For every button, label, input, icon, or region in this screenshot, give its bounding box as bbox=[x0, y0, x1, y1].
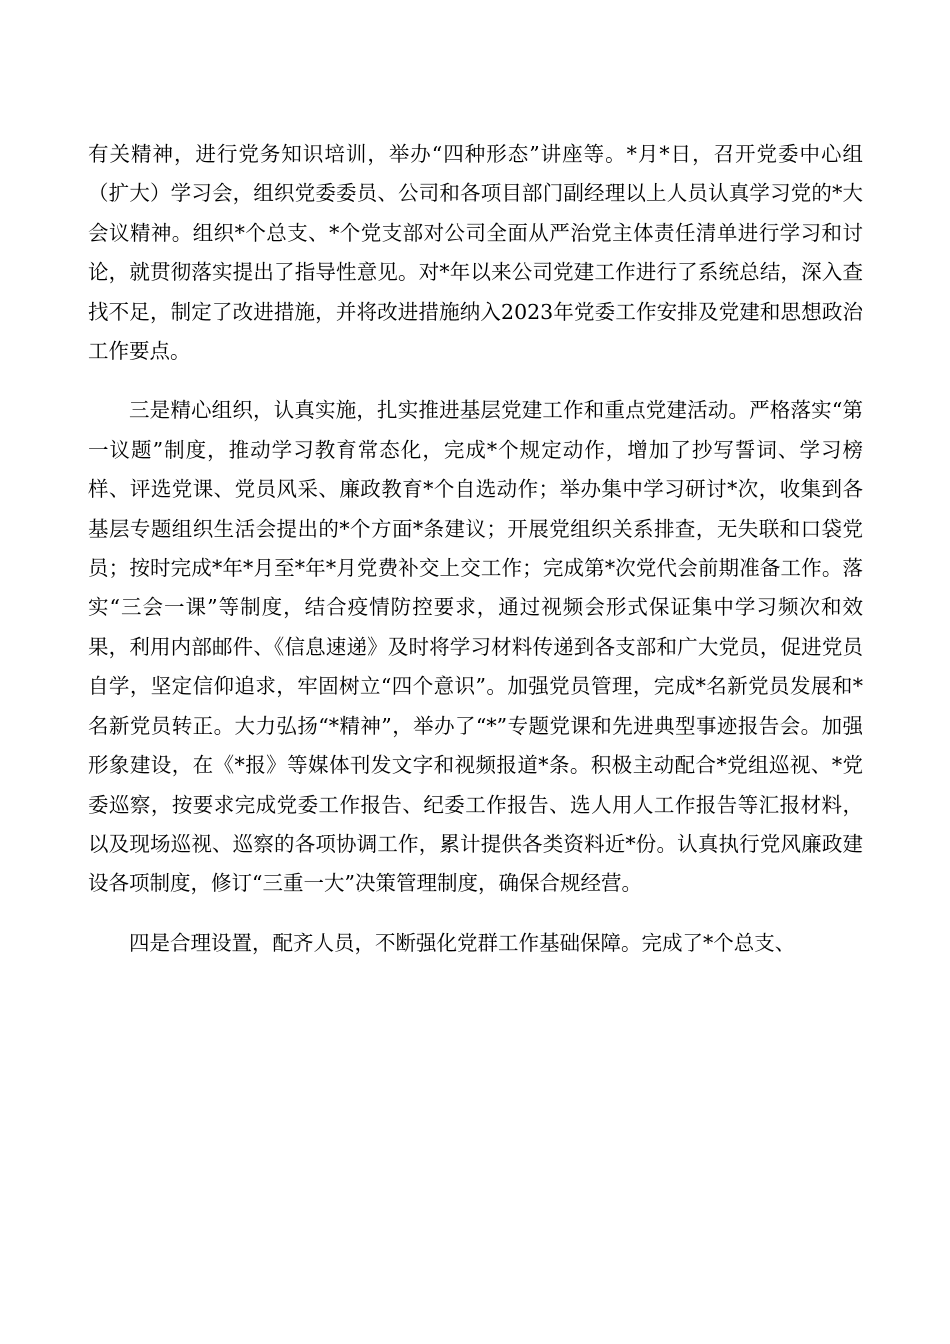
paragraph-point-three: 三是精心组织，认真实施，扎实推进基层党建工作和重点党建活动。严格落实“第一议题”制度，推动学习教育常态化，完成*个规定动作，增加了抄写誓词、学习榜样、评选党课、党员风采、廉政教育*个自选动作；举办集中学习研讨*次，收集到各基层专题组织生活会提出的*个方面*条建议；开展党组织关系排查，无失联和口袋党员；按时完成*年*月至*年*月党费补交上交工作；完成第*次党代会前期准备工作。落实“三会一课”等制度，结合疫情防控要求，通过视频会形式保证集中学习频次和效果，利用内部邮件、《信息速递》及时将学习材料传递到各支部和广大党员，促进党员自学，坚定信仰追求，牢固树立“四个意识”。加强党员管理，完成*名新党员发展和*名新党员转正。大力弘扬“*精神”，举办了“*”专题党课和先进典型事迹报告会。加强形象建设，在《*报》等媒体刊发文字和视频报道*条。积极主动配合*党组巡视、*党委巡察，按要求完成党委工作报告、纪委工作报告、选人用人工作报告等汇报材料，以及现场巡视、巡察的各项协调工作，累计提供各类资料近*份。认真执行党风廉政建设各项制度，修订“三重一大”决策管理制度，确保合规经营。 bbox=[88, 398, 863, 896]
paragraph-continuation: 有关精神，进行党务知识培训，举办“四种形态”讲座等。*月*日，召开党委中心组（扩大）学习会，组织党委委员、公司和各项目部门副经理以上人员认真学习党的*大会议精神。组织*个总支、*个党支部对公司全面从严治党主体责任清单进行学习和讨论，就贯彻落实提出了指导性意见。对*年以来公司党建工作进行了系统总结，深入查找不足，制定了改进措施，并将改进措施纳入2023年党委工作安排及党建和思想政治工作要点。 bbox=[88, 142, 863, 364]
paragraph-point-four: 四是合理设置，配齐人员，不断强化党群工作基础保障。完成了*个总支、 bbox=[129, 930, 796, 955]
document-page bbox=[88, 135, 863, 963]
